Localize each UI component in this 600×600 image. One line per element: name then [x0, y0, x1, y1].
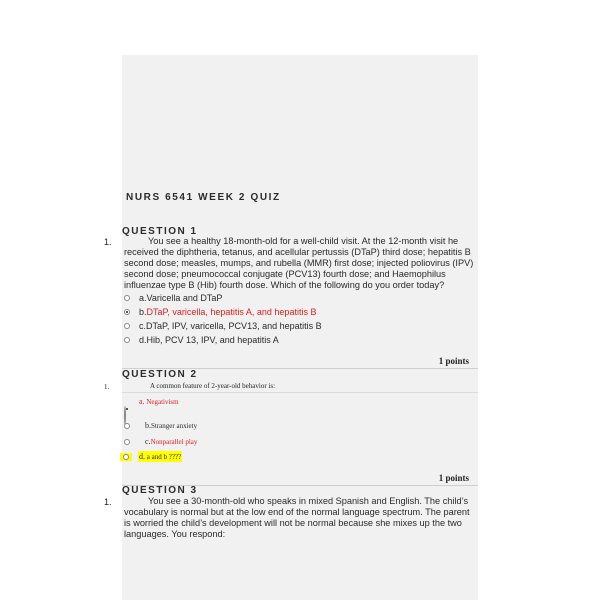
q2-option-c[interactable]	[124, 437, 197, 446]
option-text: Negativism	[146, 398, 179, 406]
option-letter: a.	[139, 293, 147, 303]
option-letter: d.	[139, 335, 147, 345]
q1-option-a[interactable]	[124, 293, 222, 303]
option-text: Stranger anxiety	[151, 421, 198, 430]
radio-button-icon[interactable]	[124, 337, 130, 343]
option-letter: b.	[145, 421, 151, 430]
question-2-points: 1 points	[438, 473, 469, 483]
question-2-number: 1.	[104, 383, 110, 391]
option-letter: a.	[139, 397, 145, 406]
question-1-text-line1: You see a healthy 18-month-old for a well-child visit. At the 12-month visit he	[148, 236, 459, 246]
q2-option-d[interactable]	[120, 451, 182, 462]
q2-option-b[interactable]	[124, 421, 197, 430]
q1-option-d[interactable]	[124, 335, 279, 345]
option-text: a and b ????	[146, 453, 182, 461]
question-1-points: 1 points	[438, 356, 469, 366]
question-3-number: 1.	[104, 497, 112, 507]
highlight	[120, 453, 132, 461]
question-1-number: 1.	[104, 237, 112, 247]
option-d-highlight	[138, 451, 182, 462]
question-2-text: A common feature of 2-year-old behavior is:	[150, 382, 276, 390]
option-letter: b.	[139, 307, 147, 317]
radio-button-icon[interactable]	[124, 323, 130, 329]
option-text: DTaP, varicella, hepatitis A, and hepatitis B	[146, 307, 317, 317]
divider	[122, 392, 478, 393]
radio-button-selected-icon[interactable]	[124, 309, 130, 315]
radio-button-icon[interactable]	[124, 295, 130, 301]
option-text: DTaP, IPV, varicella, PCV13, and hepatitis B	[146, 321, 322, 331]
radio-button-icon[interactable]	[123, 454, 129, 460]
option-letter: d.	[139, 452, 145, 461]
quiz-title: NURS 6541 WEEK 2 QUIZ	[126, 192, 281, 203]
option-text: Hib, PCV 13, IPV, and hepatitis A	[146, 335, 279, 345]
question-1-text: received the diphtheria, tetanus, and acellular pertussis (DTaP) third dose; hepatitis B second dose; measles, mumps, and rubella (MMR) first dose; injected poliovirus (IPV) second dose; pneumococcal conjugate (PCV13) fourth dose; and Haemophilus influenzae type B (Hib) fourth dose. Which of the following do you order today?	[124, 247, 474, 290]
q1-option-b[interactable]	[124, 307, 316, 317]
option-text: Varicella and DTaP	[146, 293, 223, 303]
question-3-text-line1: You see a 30-month-old who speaks in mixed Spanish and English. The child’s	[148, 496, 469, 506]
radio-button-icon[interactable]	[124, 439, 130, 445]
radio-button-icon[interactable]	[124, 423, 130, 429]
option-letter: c.	[145, 437, 151, 446]
q1-option-c[interactable]	[124, 321, 322, 331]
question-2-heading: QUESTION 2	[122, 369, 198, 380]
question-3-heading: QUESTION 3	[122, 485, 198, 496]
q2-option-a[interactable]	[139, 397, 179, 406]
question-3-text: vocabulary is normal but at the low end of the normal language spectrum. The parent is worried the child’s development will not be normal because she mixes up the two languages. You respond:	[124, 507, 470, 539]
option-text: Nonparallel play	[150, 437, 198, 446]
option-letter: c.	[139, 321, 147, 331]
question-1-heading: QUESTION 1	[122, 226, 198, 237]
